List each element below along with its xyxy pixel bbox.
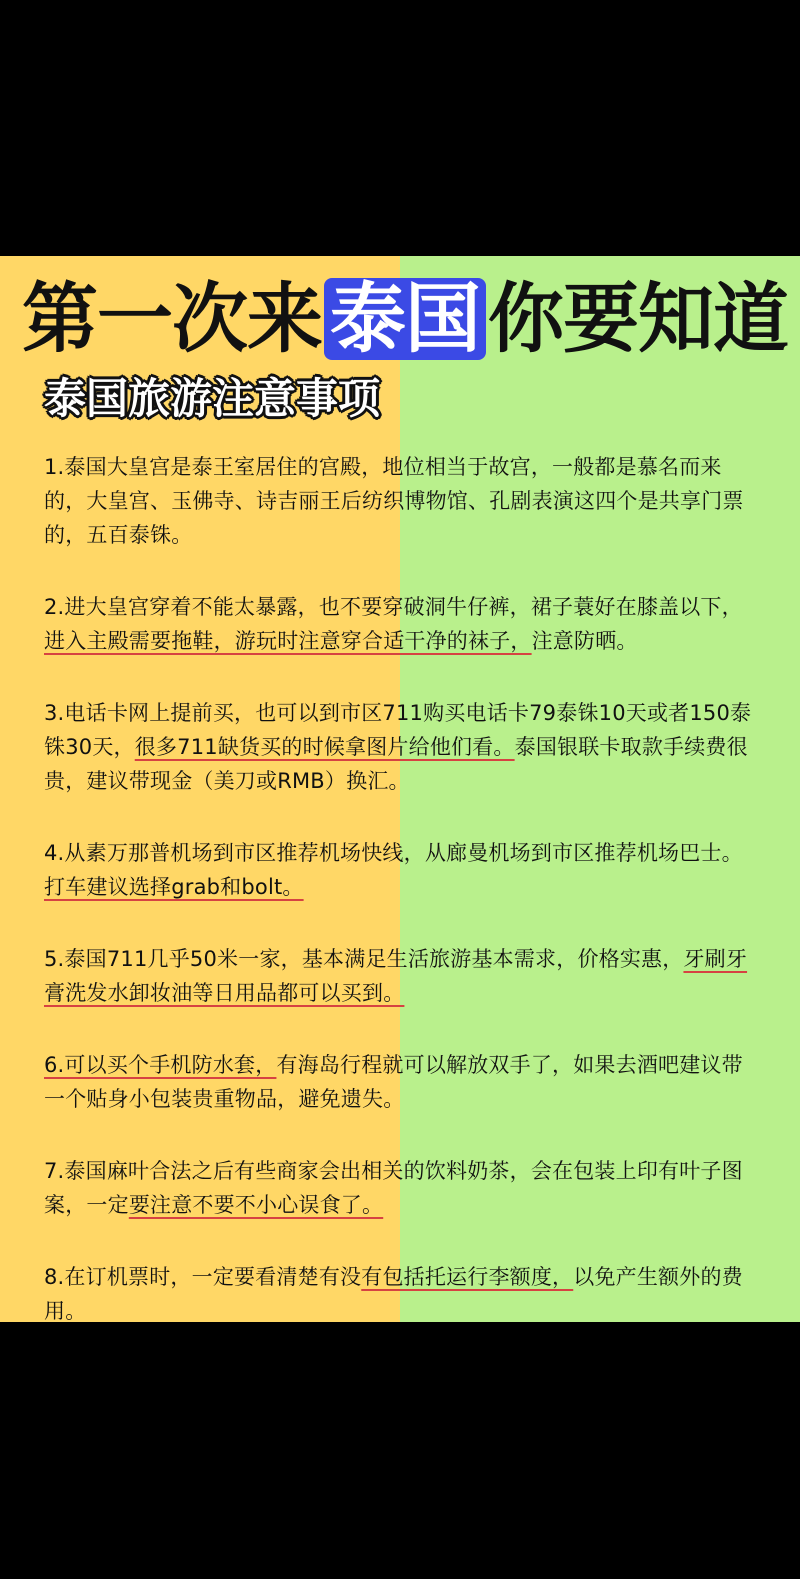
tip-item-6: [44, 1048, 760, 1116]
subtitle: 泰国旅游注意事项: [44, 374, 381, 423]
tip-underlined-text: 很多711缺货买的时候拿图片给他们看。: [134, 735, 515, 759]
tip-underlined-text: 要注意不要不小心误食了。: [128, 1193, 384, 1217]
tip-text: 5.泰国711几乎50米一家，基本满足生活旅游基本需求，价格实惠，: [44, 947, 684, 971]
tip-underlined-text: 6.可以买个手机防水套，: [44, 1053, 277, 1077]
tip-text: 7.泰国麻叶合法之后有些商家会出相关的饮料奶茶，会在包装上印有叶子图案，一定: [44, 1159, 743, 1217]
tips-list: [44, 450, 760, 1322]
tip-underlined-text: 进入主殿需要拖鞋，游玩时注意穿合适干净的袜子，: [44, 629, 532, 653]
tip-item-5: [44, 942, 760, 1010]
main-title-prefix: 第一次来: [22, 274, 322, 363]
tip-text: 4.从素万那普机场到市区推荐机场快线，从廊曼机场到市区推荐机场巴士。: [44, 841, 743, 865]
tip-text: 有海岛行程就可以解放双手了，如果去酒吧建议带一个贴身小包装贵重物品，避免遗失。: [44, 1053, 743, 1111]
travel-tips-poster: [0, 256, 800, 1322]
tip-underlined-text: 有包括托运行李额度，: [361, 1265, 574, 1289]
tip-text: 以免产生额外的费用。: [44, 1265, 743, 1322]
tip-text: 8.在订机票时，一定要看清楚有没: [44, 1265, 362, 1289]
tip-text: 注意防晒。: [531, 629, 638, 653]
tip-text: 泰国银联卡取款手续费很贵，建议带现金（美刀或RMB）换汇。: [44, 735, 748, 793]
main-title-suffix: 你要知道: [488, 274, 788, 363]
tip-text: 3.电话卡网上提前买，也可以到市区711购买电话卡79泰铢10天或者150泰铢30天，: [44, 701, 752, 759]
thailand-highlight: 泰国: [324, 278, 486, 360]
tip-item-1: [44, 450, 760, 552]
tip-item-3: [44, 696, 760, 798]
tip-underlined-text: 牙刷牙膏洗发水卸妆油等日用品都可以买到。: [44, 947, 748, 1005]
tip-item-7: [44, 1154, 760, 1222]
tip-item-2: [44, 590, 760, 658]
tip-text: 2.进大皇宫穿着不能太暴露，也不要穿破洞牛仔裤，裙子蓑好在膝盖以下，: [44, 595, 743, 619]
tip-item-8: [44, 1260, 760, 1322]
main-title: [22, 274, 788, 363]
tip-text: 1.泰国大皇宫是泰王室居住的宫殿，地位相当于故宫，一般都是慕名而来的，大皇宫、玉佛寺、诗吉丽王后纺织博物馆、孔剧表演这四个是共享门票的，五百泰铢。: [44, 455, 744, 547]
tip-underlined-text: 打车建议选择grab和bolt。: [44, 875, 304, 899]
tip-item-4: [44, 836, 760, 904]
